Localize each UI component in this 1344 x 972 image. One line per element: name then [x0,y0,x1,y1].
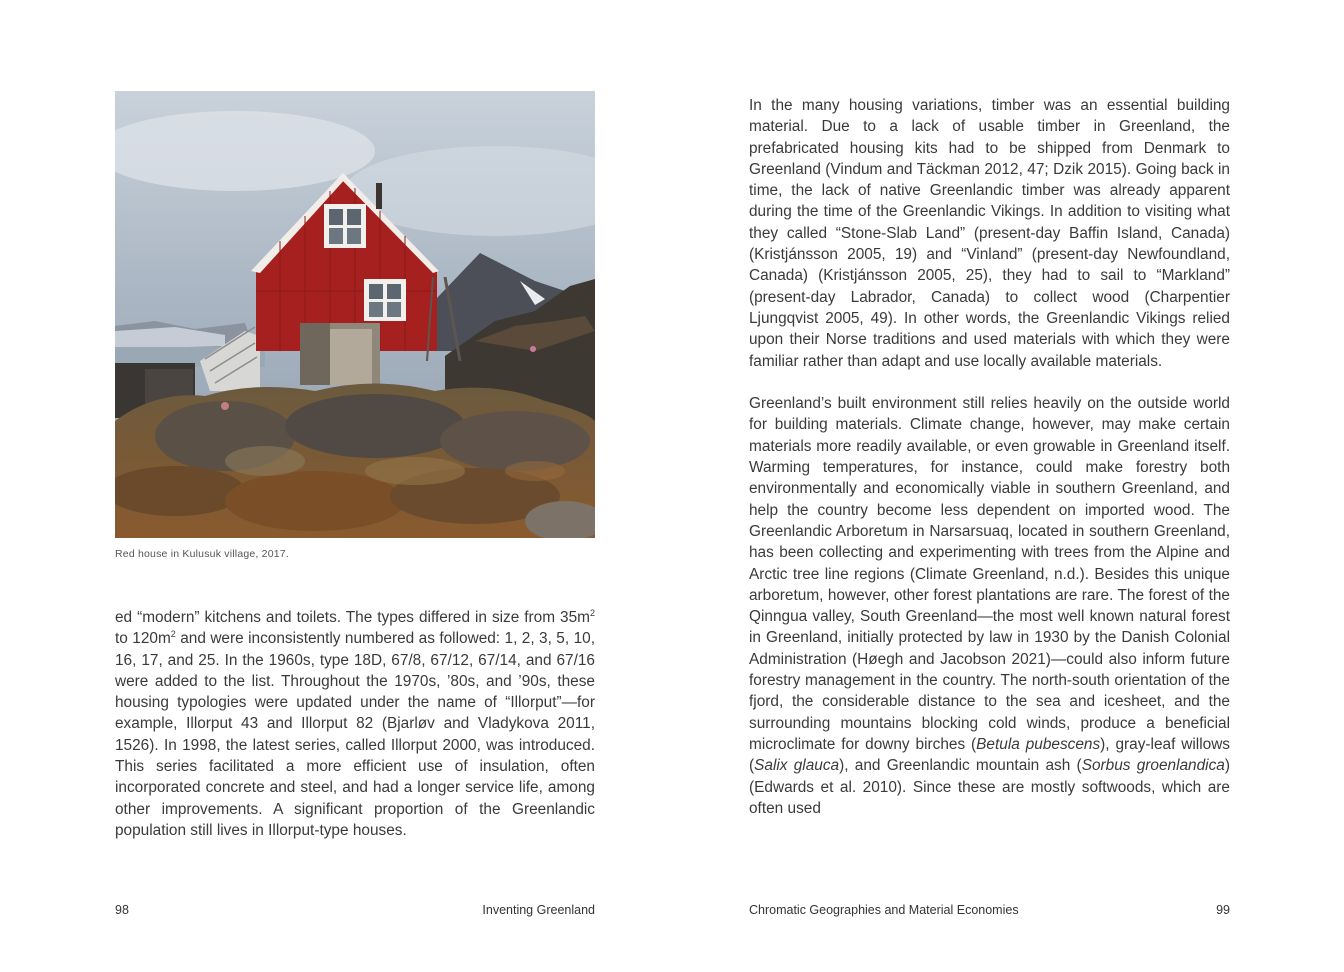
text-run: Greenland’s built environment still relies heavily on the outside world for building materials. Climate change, however, may make certain materials more readily available, or even growable in Greenland itself. Warming temperatures, for instance, could make forestry both environmentally and economically viable in southern Greenland, and help the country become less dependent on imported wood. The Greenlandic Arboretum in Narsarsuaq, located in southern Greenland, has been collecting and experimenting with trees from the Alpine and Arctic tree line regions (Climate Greenland, n.d.). Besides this unique arboretum, however, other forest plantations are rare. The forest of the Qinngua valley, South Greenland—the most well known natural forest in Greenland, initially protected by law in 1930 by the Danish Colonial Administration (Høegh and Jacobson 2021)—could also inform future forestry management in the country. The north-south orientation of the fjord, the considerable distance to the sea and icesheet, and the surrounding mountains blocking cold winds, produce a beneficial microclimate for downy birches ( [749,395,1230,753]
species-name: Betula pubescens [976,735,1101,753]
superscript: 2 [170,629,176,640]
superscript: 2 [589,607,595,618]
body-text [749,95,1230,819]
text-run: and were inconsistently numbered as followed: 1, 2, 3, 5, 10, 16, 17, and 25. In the 1960s, type 18D, 67/8, 67/12, 67/14, and 67/16 were added to the list. Throughout the 1970s, ’80s, and ’90s, these housing typologies were updated under the name of “Illorput”—for example, Illorput 43 and Illorput 82 (Bjarløv and Vladykova 2011, 1526). In 1998, the latest series, called Illorput 2000, was introduced. This series facilitated a more efficient use of insulation, often incorporated concrete and steel, and had a longer service life, among other improvements. A significant proportion of the Greenlandic population still lives in Illorput-type houses. [115,630,595,839]
running-head: Chromatic Geographies and Material Economies [749,903,1019,917]
paragraph [749,393,1230,819]
text-run: ), gray-leaf willows ( [749,735,1231,775]
body-text [115,607,595,841]
paragraph: In the many housing variations, timber was an essential building material. Due to a lack of usable timber in Greenland, the prefabricated housing kits had to be shipped from Denmark to Greenland (Vindum and Täckman 2012, 47; Dzik 2015). Going back in time, the lack of native Greenlandic timber was already apparent during the time of the Greenlandic Vikings. In addition to visiting what they called “Stone-Slab Land” (present-day Baffin Island, Canada) (Kristjánsson 2005, 19) and “Vinland” (present-day Newfoundland, Canada) (Kristjánsson 2005, 25), they had to sail to “Markland” (present-day Labrador, Canada) to collect wood (Charpentier Ljungqvist 2005, 49). In other words, the Greenlandic Vikings relied upon their Norse traditions and used materials with which they were familiar rather than adapt and use locally available materials. [749,97,1230,370]
right-page [672,0,1344,972]
text-run: ) (Edwards et al. 2010). Since these are mostly softwoods, which are often used [749,757,1230,817]
text-run: ed “modern” kitchens and toilets. The types differed in size from 35m [115,609,590,626]
text-run: ), and Greenlandic mountain ash ( [839,757,1082,775]
figure-caption: Red house in Kulusuk village, 2017. [115,548,289,560]
running-head: Inventing Greenland [482,903,595,917]
page-number: 98 [115,903,129,917]
page-number: 99 [1216,903,1230,917]
species-name: Sorbus groenlandica [1081,757,1225,775]
text-run: to 120m [115,630,171,648]
species-name: Salix glauca [754,757,840,775]
paragraph [115,607,595,841]
photograph-red-house-icon [115,91,595,538]
